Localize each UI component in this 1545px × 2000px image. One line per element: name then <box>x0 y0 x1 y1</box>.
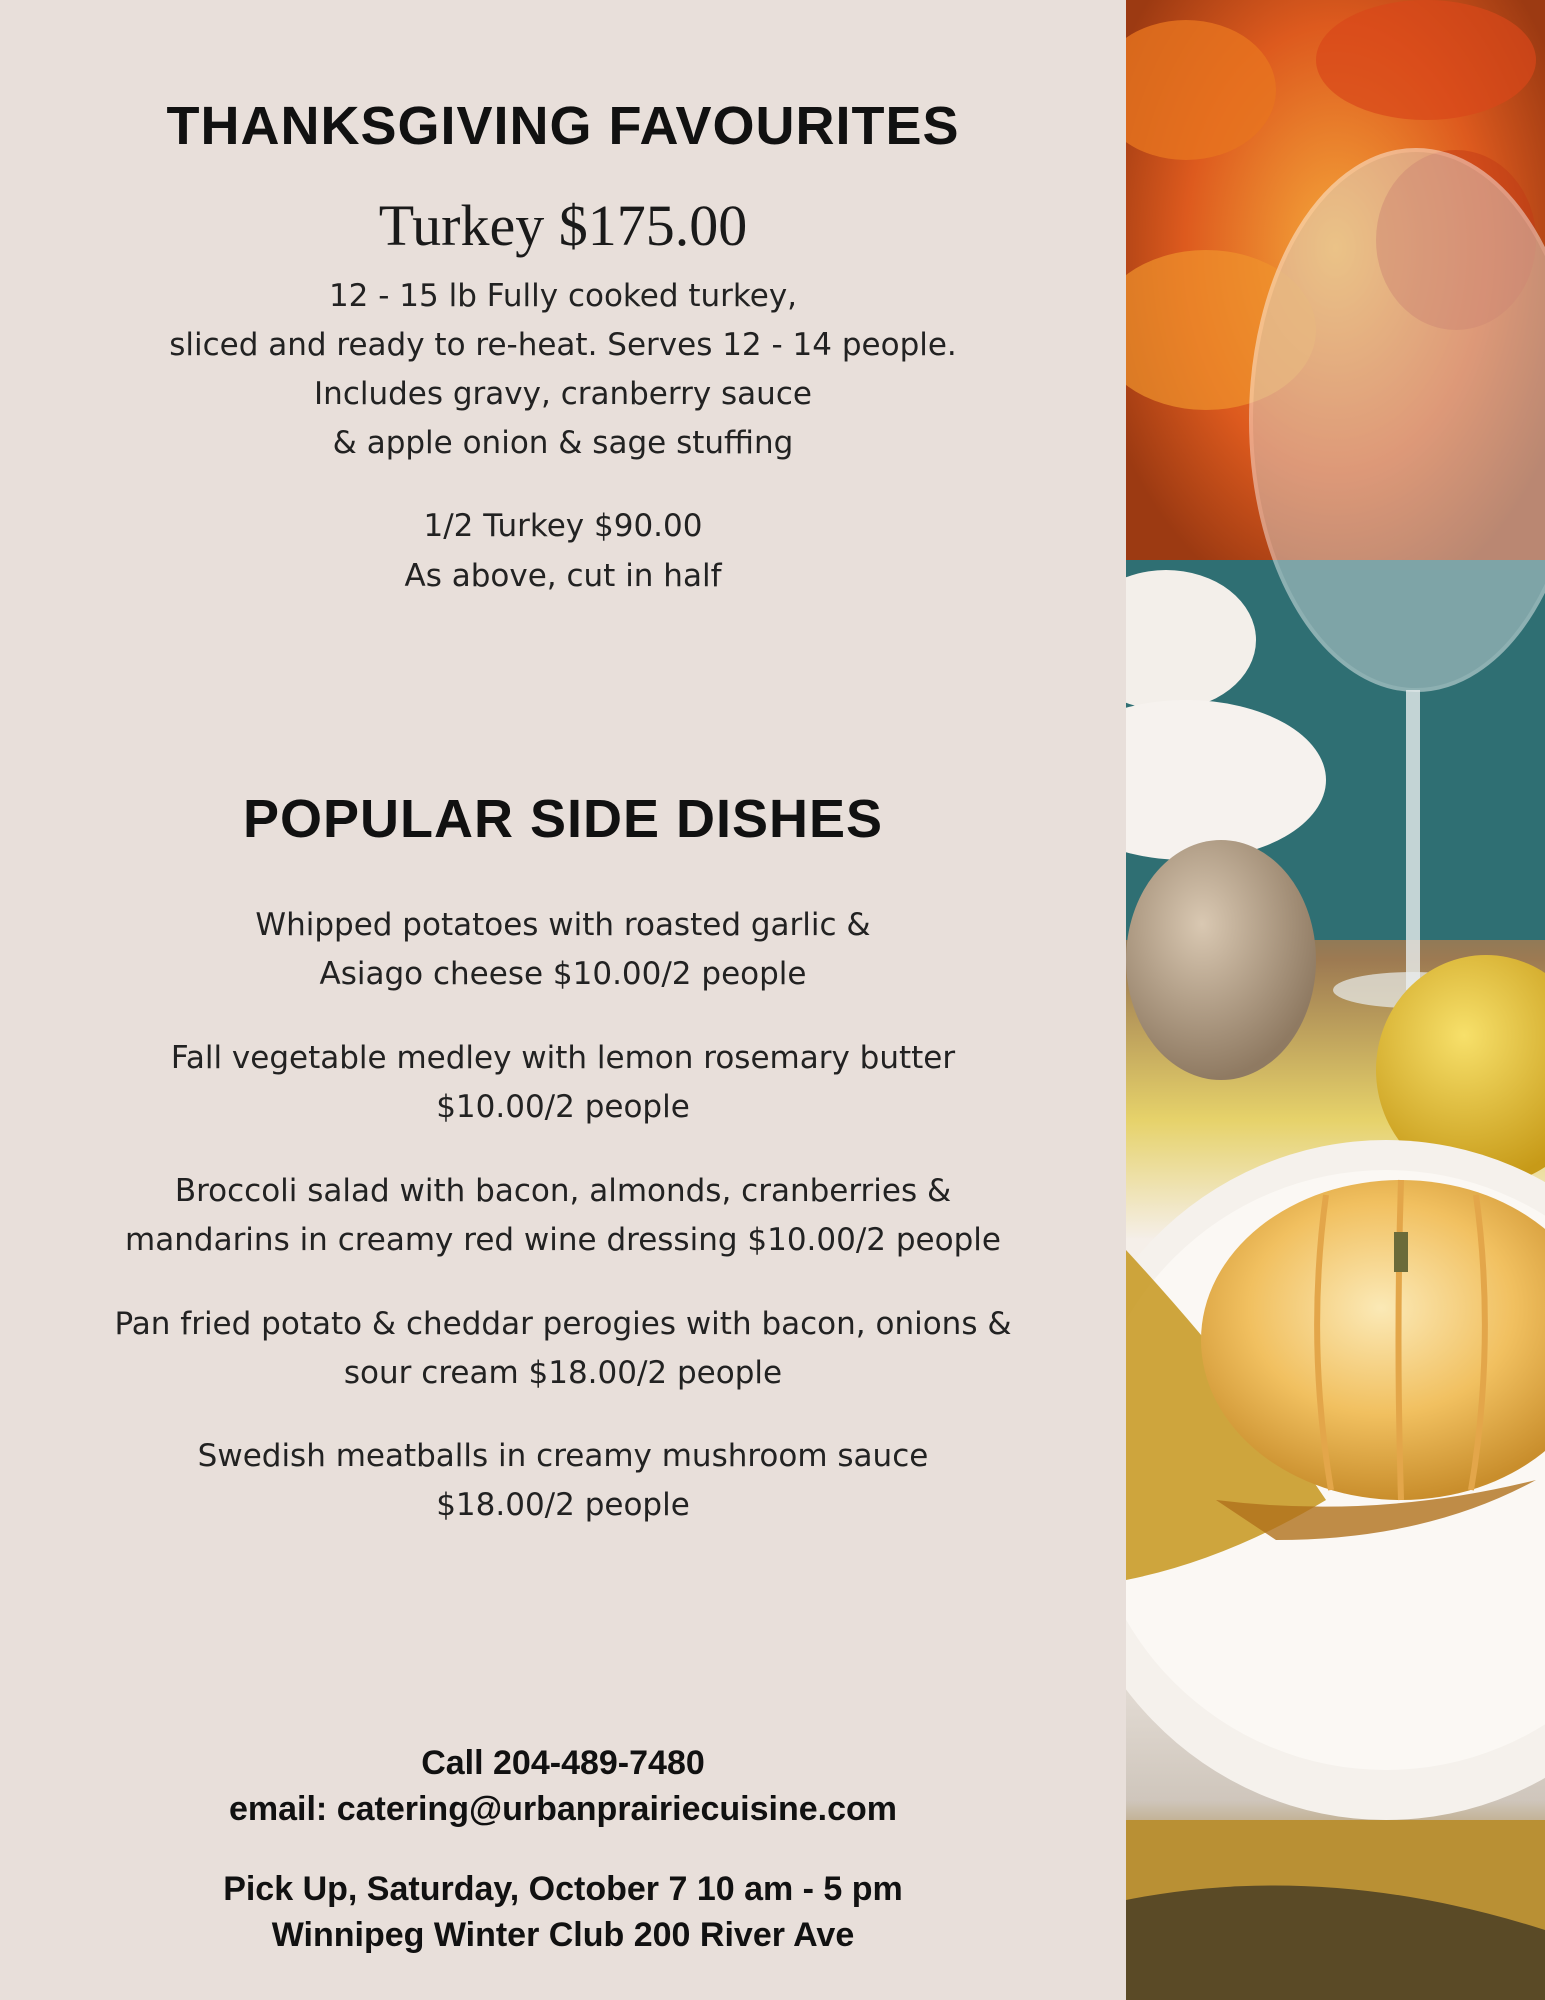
side-dish-line: Broccoli salad with bacon, almonds, cranberries & <box>174 1173 952 1209</box>
side-dish-line: Asiago cheese $10.00/2 people <box>319 956 807 992</box>
turkey-desc-line: & apple onion & sage stuffing <box>332 425 794 461</box>
half-turkey-title: 1/2 Turkey $90.00 <box>423 508 703 544</box>
sides-heading: POPULAR SIDE DISHES <box>242 789 884 849</box>
side-dish-line: Whipped potatoes with roasted garlic & <box>255 907 871 943</box>
half-turkey-desc: As above, cut in half <box>404 558 722 594</box>
photo-illustration <box>1126 0 1545 2000</box>
side-dish-line: $10.00/2 people <box>436 1089 690 1125</box>
pickup-time: Pick Up, Saturday, October 7 10 am - 5 pm <box>223 1870 903 1908</box>
thanksgiving-table-photo <box>1126 0 1545 2000</box>
turkey-title: Turkey $175.00 <box>378 193 748 258</box>
turkey-desc-line: Includes gravy, cranberry sauce <box>314 376 812 412</box>
side-dish-line: sour cream $18.00/2 people <box>343 1355 783 1391</box>
contact-phone: Call 204-489-7480 <box>421 1744 705 1782</box>
favourites-heading: THANKSGIVING FAVOURITES <box>166 96 960 156</box>
pickup-location: Winnipeg Winter Club 200 River Ave <box>271 1916 855 1954</box>
turkey-desc-line: sliced and ready to re-heat. Serves 12 - 14 people. <box>169 327 957 363</box>
side-dish-line: Swedish meatballs in creamy mushroom sauce <box>197 1438 929 1474</box>
side-dish-line: Pan fried potato & cheddar perogies with bacon, onions & <box>114 1306 1012 1342</box>
turkey-desc-line: 12 - 15 lb Fully cooked turkey, <box>328 278 798 314</box>
contact-email: email: catering@urbanprairiecuisine.com <box>228 1790 898 1828</box>
side-dish-line: $18.00/2 people <box>436 1487 690 1523</box>
side-dish-line: mandarins in creamy red wine dressing $10.00/2 people <box>125 1222 1001 1258</box>
side-dish-line: Fall vegetable medley with lemon rosemary butter <box>170 1040 956 1076</box>
